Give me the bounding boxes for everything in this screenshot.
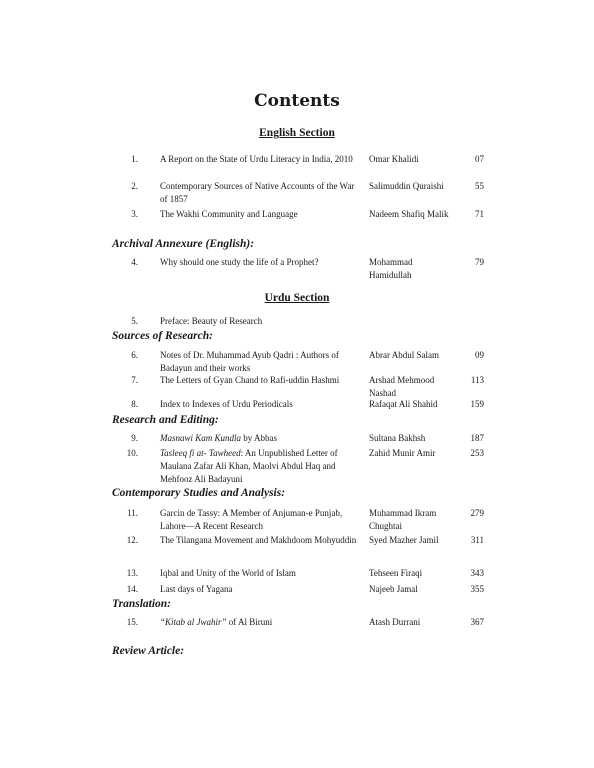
entry-number: 10. xyxy=(126,448,138,458)
entry-page: 343 xyxy=(470,568,484,578)
entry-page: 55 xyxy=(475,181,484,191)
entry-page: 187 xyxy=(470,433,484,443)
entry-title-italic: “Kitab al Jwahir” xyxy=(160,617,227,627)
entry-title: Why should one study the life of a Prophet? xyxy=(160,257,319,267)
entry-author: Nadeem Shafiq Malik xyxy=(369,209,449,219)
entry-author: Arshad Mehmood Nashad xyxy=(369,375,435,398)
entry-author: Sultana Bakhsh xyxy=(369,433,426,443)
entry-title: Notes of Dr. Muhammad Ayub Qadri : Authors of Badayun and their works xyxy=(160,350,339,373)
entry-author: Muhammad Ikram Chughtai xyxy=(369,508,437,531)
entry-number: 4. xyxy=(131,257,138,267)
entry-author: Atash Durrani xyxy=(369,617,421,627)
entry-title: Last days of Yagana xyxy=(160,584,233,594)
entry-number: 11. xyxy=(127,508,138,518)
entry-author: Abrar Abdul Salam xyxy=(369,350,439,360)
entry-title: Contemporary Sources of Native Accounts of the War of 1857 xyxy=(160,181,355,204)
entry-number: 12. xyxy=(126,535,138,545)
entry-number: 14. xyxy=(126,584,138,594)
entry-title-rest: by Abbas xyxy=(241,433,278,443)
entry-title: The Tilangana Movement and Makhdoom Mohyuddin xyxy=(160,535,357,545)
translation-heading: Translation: xyxy=(112,598,172,610)
entry-number: 2. xyxy=(131,181,138,191)
entry-title xyxy=(160,447,360,486)
entry-page: 79 xyxy=(475,257,484,267)
entry-page: 09 xyxy=(475,350,484,360)
urdu-section-heading: Urdu Section xyxy=(264,292,330,304)
entry-number: 8. xyxy=(131,399,138,409)
entry-number: 6. xyxy=(131,350,138,360)
entry-title xyxy=(160,432,360,445)
entry-title: Preface: Beauty of Research xyxy=(160,316,263,326)
entry-author: Zahid Munir Amir xyxy=(369,448,436,458)
entry-number: 13. xyxy=(126,568,138,578)
entry-title-italic: Masnawi Kam Kundla xyxy=(160,433,242,443)
entry-number: 5. xyxy=(131,316,138,326)
archival-annexure-heading: Archival Annexure (English): xyxy=(112,238,255,250)
entry-number: 9. xyxy=(131,433,138,443)
entry-page: 355 xyxy=(470,584,484,594)
entry-title-italic: Tasleeq fi at- Tawheed xyxy=(160,448,241,458)
entry-page: 311 xyxy=(470,535,484,545)
entry-title: Index to Indexes of Urdu Periodicals xyxy=(160,399,293,409)
entry-page: 253 xyxy=(470,448,484,458)
entry-author: Tehseen Firaqi xyxy=(369,568,423,578)
entry-page: 279 xyxy=(470,508,484,518)
page-title: Contents xyxy=(254,91,340,111)
sources-of-research-heading: Sources of Research: xyxy=(112,330,213,342)
entry-title: Iqbal and Unity of the World of Islam xyxy=(160,568,296,578)
entry-number: 3. xyxy=(131,209,138,219)
entry-title: A Report on the State of Urdu Literacy in India, 2010 xyxy=(160,154,353,164)
entry-author: Mohammad Hamidullah xyxy=(369,257,413,280)
entry-page: 07 xyxy=(475,154,484,164)
review-article-heading: Review Article: xyxy=(112,645,185,657)
entry-author: Najeeb Jamal xyxy=(369,584,418,594)
entry-title: The Wakhi Community and Language xyxy=(160,209,298,219)
entry-number: 1. xyxy=(131,154,138,164)
contemporary-studies-heading: Contemporary Studies and Analysis: xyxy=(112,487,286,499)
entry-page: 367 xyxy=(470,617,484,627)
entry-title-rest: : An Unpublished Letter of Maulana Zafar Ali Khan, Maolvi Abdul Haq and Mehfooz Ali Badayuni xyxy=(160,448,338,484)
entry-page: 113 xyxy=(470,375,484,385)
entry-number: 15. xyxy=(126,617,138,627)
entry-author: Syed Mazher Jamil xyxy=(369,535,439,545)
entry-title: Garcin de Tassy: A Member of Anjuman-e Punjab, Lahore—A Recent Research xyxy=(160,508,343,531)
entry-title xyxy=(160,616,360,629)
entry-author: Omar Khalidi xyxy=(369,154,419,164)
english-section-heading: English Section xyxy=(259,127,335,139)
entry-page: 71 xyxy=(475,209,484,219)
entry-title: The Letters of Gyan Chand to Rafi-uddin Hashmi xyxy=(160,375,340,385)
entry-author: Salimuddin Quraishi xyxy=(369,181,444,191)
research-and-editing-heading: Research and Editing: xyxy=(112,414,219,426)
entry-number: 7. xyxy=(131,375,138,385)
entry-page: 159 xyxy=(470,399,484,409)
entry-title-rest: of Al Biruni xyxy=(226,617,273,627)
entry-author: Rafaqat Ali Shahid xyxy=(369,399,438,409)
